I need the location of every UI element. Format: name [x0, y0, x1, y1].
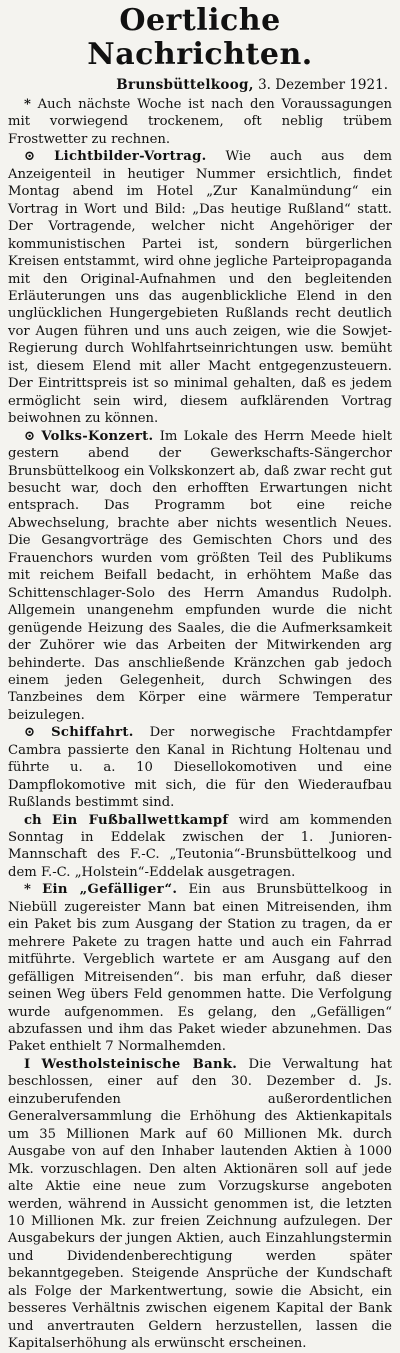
article-weather [8, 96, 392, 148]
article-volks-konzert [8, 428, 392, 725]
article-westholsteinische-bank [8, 1056, 392, 1353]
article-title: Ein „Gefälliger“. [42, 882, 178, 898]
article-marker: I [24, 1056, 31, 1072]
article-title: Ein Fußballwettkampf [51, 812, 229, 828]
article-marker: * [24, 97, 31, 112]
article-title: Westholsteinische Bank. [41, 1056, 238, 1072]
article-marker: ⊙ [24, 149, 36, 165]
article-marker: * [24, 882, 31, 898]
article-body: Die Verwaltung hat beschlossen, einer auf den 30. Dezember d. Js. einzuberufenden außerordentlichen Generalversammlung die Erhöhung des Aktienkapitals um 35 Millionen Mark auf 60 Millionen Mk. durch Ausgabe von auf den Inhaber lautenden Aktien à 1000 Mk. vorzuschlagen. Den alten Aktionären soll auf jede alte Aktie eine neue zum Vorzugskurse angeboten werden, während in Aussicht genommen ist, die letzten 10 Millionen Mk. zur freien Zeichnung aufzulegen. Der Ausgabekurs der jungen Aktien, auch Einzahlungstermin und Dividendenberechtigung werden später bekanntgegeben. Steigende Ansprüche der Kundschaft als Folge der Markentwertung, sowie die Absicht, ein besseres Verhältnis zwischen eigenem Kapital der Bank und anvertrauten Geldern herzustellen, lassen die Kapitalserhöhung als erwünscht erscheinen. [8, 1056, 392, 1352]
article-body: Ein aus Brunsbüttelkoog in Niebüll zugereister Mann bat einen Mitreisenden, ihm ein Paket bis zum Ausgang der Station zu tragen, da er mehrere Pakete zu tragen hatte und auch ein Fahrrad mitführte. Vergeblich wartete er am Ausgang auf den gefälligen Mitreisenden“. bis man erfuhr, daß dieser seinen Weg übers Feld genommen hatte. Die Verfolgung wurde aufgenommen. Es gelang, den „Gefälligen“ abzufassen und ihm das Paket wieder abzunehmen. Das Paket enthielt 7 Normalhemden. [8, 882, 392, 1055]
article-body: Auch nächste Woche ist nach den Voraussagungen mit vorwiegend trockenem, oft neblig trübem Frostwetter zu rechnen. [8, 97, 392, 147]
article-gefaelliger [8, 881, 392, 1056]
article-body: wird am kommenden Sonntag in Eddelak zwischen der 1. Junioren-Mannschaft des F.-C. „Teutonia“-Brunsbüttelkoog und dem F.-C. „Holstein“-Eddelak ausgetragen. [8, 812, 393, 880]
article-title: Volks-Konzert. [41, 428, 154, 444]
article-lichtbilder-vortrag [8, 148, 392, 427]
article-schiffahrt [8, 724, 392, 811]
article-body: Im Lokale des Herrn Meede hielt gestern abend der Gewerkschafts-Sängerchor Brunsbüttelkoog ein Volkskonzert ab, daß zwar recht gut besucht war, doch den erhofften Erwartungen nicht entsprach. Das Programm bot eine reiche Abwechselung, brachte aber nichts wesentlich Neues. Die Gesangvorträge des Gemischten Chors und des Frauenchors wurden vom größten Teil des Publikums mit reichem Beifall bedacht, in erhöhtem Maße das Schittenschlager-Solo des Herrn Amandus Rudolph. Allgemein unangenehm empfunden wurde die nicht genügende Heizung des Saales, die die Aufmerksamkeit der Zuhörer wie das Arbeiten der Mitwirkenden arg behinderte. Das anschließende Kränzchen gab jedoch einem jeden Gelegenheit, durch Schwingen des Tanzbeines dem Körper eine wärmere Temperatur beizulegen. [8, 428, 392, 723]
article-title: Schiffahrt. [51, 725, 134, 741]
article-marker: ⊙ [24, 725, 36, 741]
article-body: Der norwegische Frachtdampfer Cambra passierte den Kanal in Richtung Holtenau und führte u. a. 10 Diesellokomotiven und eine Dampflokomotive mit sich, die für den Wiederaufbau Rußlands bestimmt sind. [8, 725, 392, 811]
page-headline: Oertliche Nachrichten. [87, 3, 313, 72]
dateline-date: 3. Dezember 1921. [258, 77, 388, 93]
article-body: Wie auch aus dem Anzeigenteil in heutiger Nummer ersichtlich, findet Montag abend im Hotel „Zur Kanalmündung“ ein Vortrag in Wort und Bild: „Das heutige Rußland“ statt. Der Vortragende, welcher nicht Angehöriger der kommunistischen Partei ist, sondern bürgerlichen Kreisen entstammt, wird ohne jegliche Parteipropaganda mit den Original-Aufnahmen und den begleitenden Erläuterungen uns das augenblickliche Elend in den unglücklichen Hungergebieten Rußlands recht deutlich vor Augen führen und uns auch zeigen, wie die Sowjet-Regierung durch Wohlfahrtseinrichtungen usw. bemüht ist, diesem Elend mit aller Macht entgegenzusteuern. Der Eintrittspreis ist so minimal gehalten, daß es jedem ermöglicht sein wird, diesem aufklärenden Vortrag beiwohnen zu können. [8, 149, 392, 427]
article-fussballwettkampf [8, 812, 392, 882]
article-title: Lichtbilder-Vortrag. [54, 149, 207, 165]
article-marker: ⊙ [24, 428, 36, 444]
dateline-place: Brunsbüttelkoog, [116, 77, 254, 93]
article-marker: ch [24, 812, 42, 828]
dateline [8, 76, 388, 94]
